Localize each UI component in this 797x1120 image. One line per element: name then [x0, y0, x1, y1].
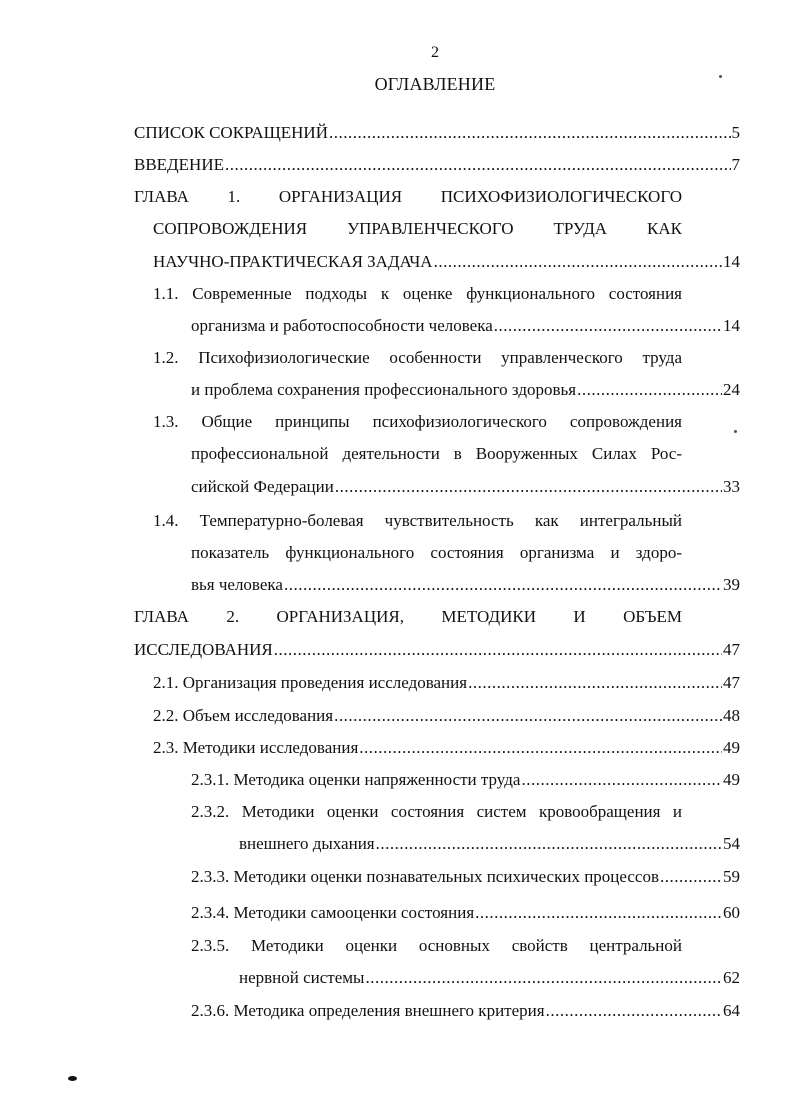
toc-page-number: 47: [723, 640, 740, 659]
toc-section-1-4-line1[interactable]: 1.4. Температурно-болевая чувствительность как интегральный: [153, 511, 682, 530]
leader-dots: [365, 966, 722, 990]
toc-section-2-3-1[interactable]: [191, 768, 740, 792]
leader-dots: [521, 768, 722, 792]
toc-page-number: 7: [731, 155, 740, 174]
toc-section-1-3-line3[interactable]: [191, 475, 740, 499]
leader-dots: [329, 121, 731, 145]
leader-dots: [660, 865, 722, 889]
toc-section-2-3-5-line2[interactable]: [239, 966, 740, 990]
toc-section-2-2[interactable]: [153, 704, 740, 728]
toc-entry-abbreviations[interactable]: [134, 121, 740, 145]
toc-page-number: 48: [723, 706, 740, 725]
leader-dots: [468, 671, 722, 695]
toc-page-number: 33: [723, 477, 740, 496]
toc-entry-text: 2.2. Объем исследования: [153, 706, 334, 725]
toc-section-2-3-5-line1[interactable]: 2.3.5. Методики оценки основных свойств центральной: [191, 936, 682, 955]
scan-speck: [734, 430, 737, 433]
toc-section-1-3-line2[interactable]: профессиональной деятельности в Вооруженных Силах Рос-: [191, 444, 682, 463]
toc-entry-text: 2.3. Методики исследования: [153, 738, 359, 757]
leader-dots: [335, 475, 722, 499]
leader-dots: [434, 250, 722, 274]
toc-entry-text: и проблема сохранения профессионального здоровья: [191, 380, 577, 399]
toc-section-2-3-6[interactable]: [191, 999, 740, 1023]
toc-page-number: 59: [723, 867, 740, 886]
toc-section-2-3-4[interactable]: [191, 901, 740, 925]
toc-chapter-2-line1[interactable]: ГЛАВА 2. ОРГАНИЗАЦИЯ, МЕТОДИКИ И ОБЪЕМ: [134, 607, 682, 626]
leader-dots: [359, 736, 722, 760]
toc-page-number: 47: [723, 673, 740, 692]
toc-entry-introduction[interactable]: [134, 153, 740, 177]
toc-entry-text: ИССЛЕДОВАНИЯ: [134, 640, 273, 659]
toc-entry-text: НАУЧНО-ПРАКТИЧЕСКАЯ ЗАДАЧА: [153, 252, 433, 271]
toc-section-1-1-line2[interactable]: [191, 314, 740, 338]
toc-section-1-4-line2[interactable]: показатель функционального состояния организма и здоро-: [191, 543, 682, 562]
toc-entry-text: 2.3.4. Методики самооценки состояния: [191, 903, 475, 922]
toc-section-2-1[interactable]: [153, 671, 740, 695]
toc-entry-text: СПИСОК СОКРАЩЕНИЙ: [134, 123, 328, 142]
toc-entry-text: организма и работоспособности человека: [191, 316, 493, 335]
toc-page-number: 54: [723, 834, 740, 853]
scan-blot: [68, 1076, 77, 1081]
toc-page-number: 64: [723, 1001, 740, 1020]
leader-dots: [494, 314, 722, 338]
toc-entry-text: 2.3.3. Методики оценки познавательных психических процессов: [191, 867, 659, 886]
leader-dots: [334, 704, 722, 728]
toc-page-number: 5: [731, 123, 740, 142]
toc-entry-text: 2.1. Организация проведения исследования: [153, 673, 468, 692]
toc-page-number: 49: [723, 770, 740, 789]
toc-section-1-2-line1[interactable]: 1.2. Психофизиологические особенности управленческого труда: [153, 348, 682, 367]
toc-section-1-3-line1[interactable]: 1.3. Общие принципы психофизиологического сопровождения: [153, 412, 682, 431]
leader-dots: [274, 638, 722, 662]
leader-dots: [376, 832, 722, 856]
leader-dots: [475, 901, 722, 925]
toc-entry-text: внешнего дыхания: [239, 834, 375, 853]
toc-chapter-1-line1[interactable]: ГЛАВА 1. ОРГАНИЗАЦИЯ ПСИХОФИЗИОЛОГИЧЕСКОГО: [134, 187, 682, 206]
toc-chapter-1-line2[interactable]: СОПРОВОЖДЕНИЯ УПРАВЛЕНЧЕСКОГО ТРУДА КАК: [153, 219, 682, 238]
toc-page-number: 24: [723, 380, 740, 399]
toc-section-2-3-2-line1[interactable]: 2.3.2. Методики оценки состояния систем кровообращения и: [191, 802, 682, 821]
leader-dots: [577, 378, 722, 402]
leader-dots: [225, 153, 731, 177]
toc-section-2-3-3[interactable]: [191, 865, 740, 889]
leader-dots: [284, 573, 722, 597]
toc-section-1-4-line3[interactable]: [191, 573, 740, 597]
toc-section-2-3-2-line2[interactable]: [239, 832, 740, 856]
toc-page-number: 49: [723, 738, 740, 757]
toc-entry-text: нервной системы: [239, 968, 365, 987]
toc-section-1-1-line1[interactable]: 1.1. Современные подходы к оценке функционального состояния: [153, 284, 682, 303]
toc-page-number: 14: [723, 316, 740, 335]
toc-section-2-3[interactable]: [153, 736, 740, 760]
toc-page-number: 14: [723, 252, 740, 271]
toc-chapter-1-line3[interactable]: [153, 250, 740, 274]
scan-speck: [719, 75, 722, 78]
page-title: ОГЛАВЛЕНИЕ: [374, 74, 496, 94]
toc-entry-text: вья человека: [191, 575, 283, 594]
toc-chapter-2-line2[interactable]: [134, 638, 740, 662]
toc-page-number: 39: [723, 575, 740, 594]
toc-entry-text: 2.3.1. Методика оценки напряженности труда: [191, 770, 521, 789]
toc-entry-text: 2.3.6. Методика определения внешнего критерия: [191, 1001, 545, 1020]
toc-entry-text: сийской Федерации: [191, 477, 334, 496]
leader-dots: [546, 999, 722, 1023]
toc-section-1-2-line2[interactable]: [191, 378, 740, 402]
toc-entry-text: ВВЕДЕНИЕ: [134, 155, 224, 174]
toc-page-number: 60: [723, 903, 740, 922]
toc-page-number: 62: [723, 968, 740, 987]
page-number: 2: [431, 44, 439, 61]
